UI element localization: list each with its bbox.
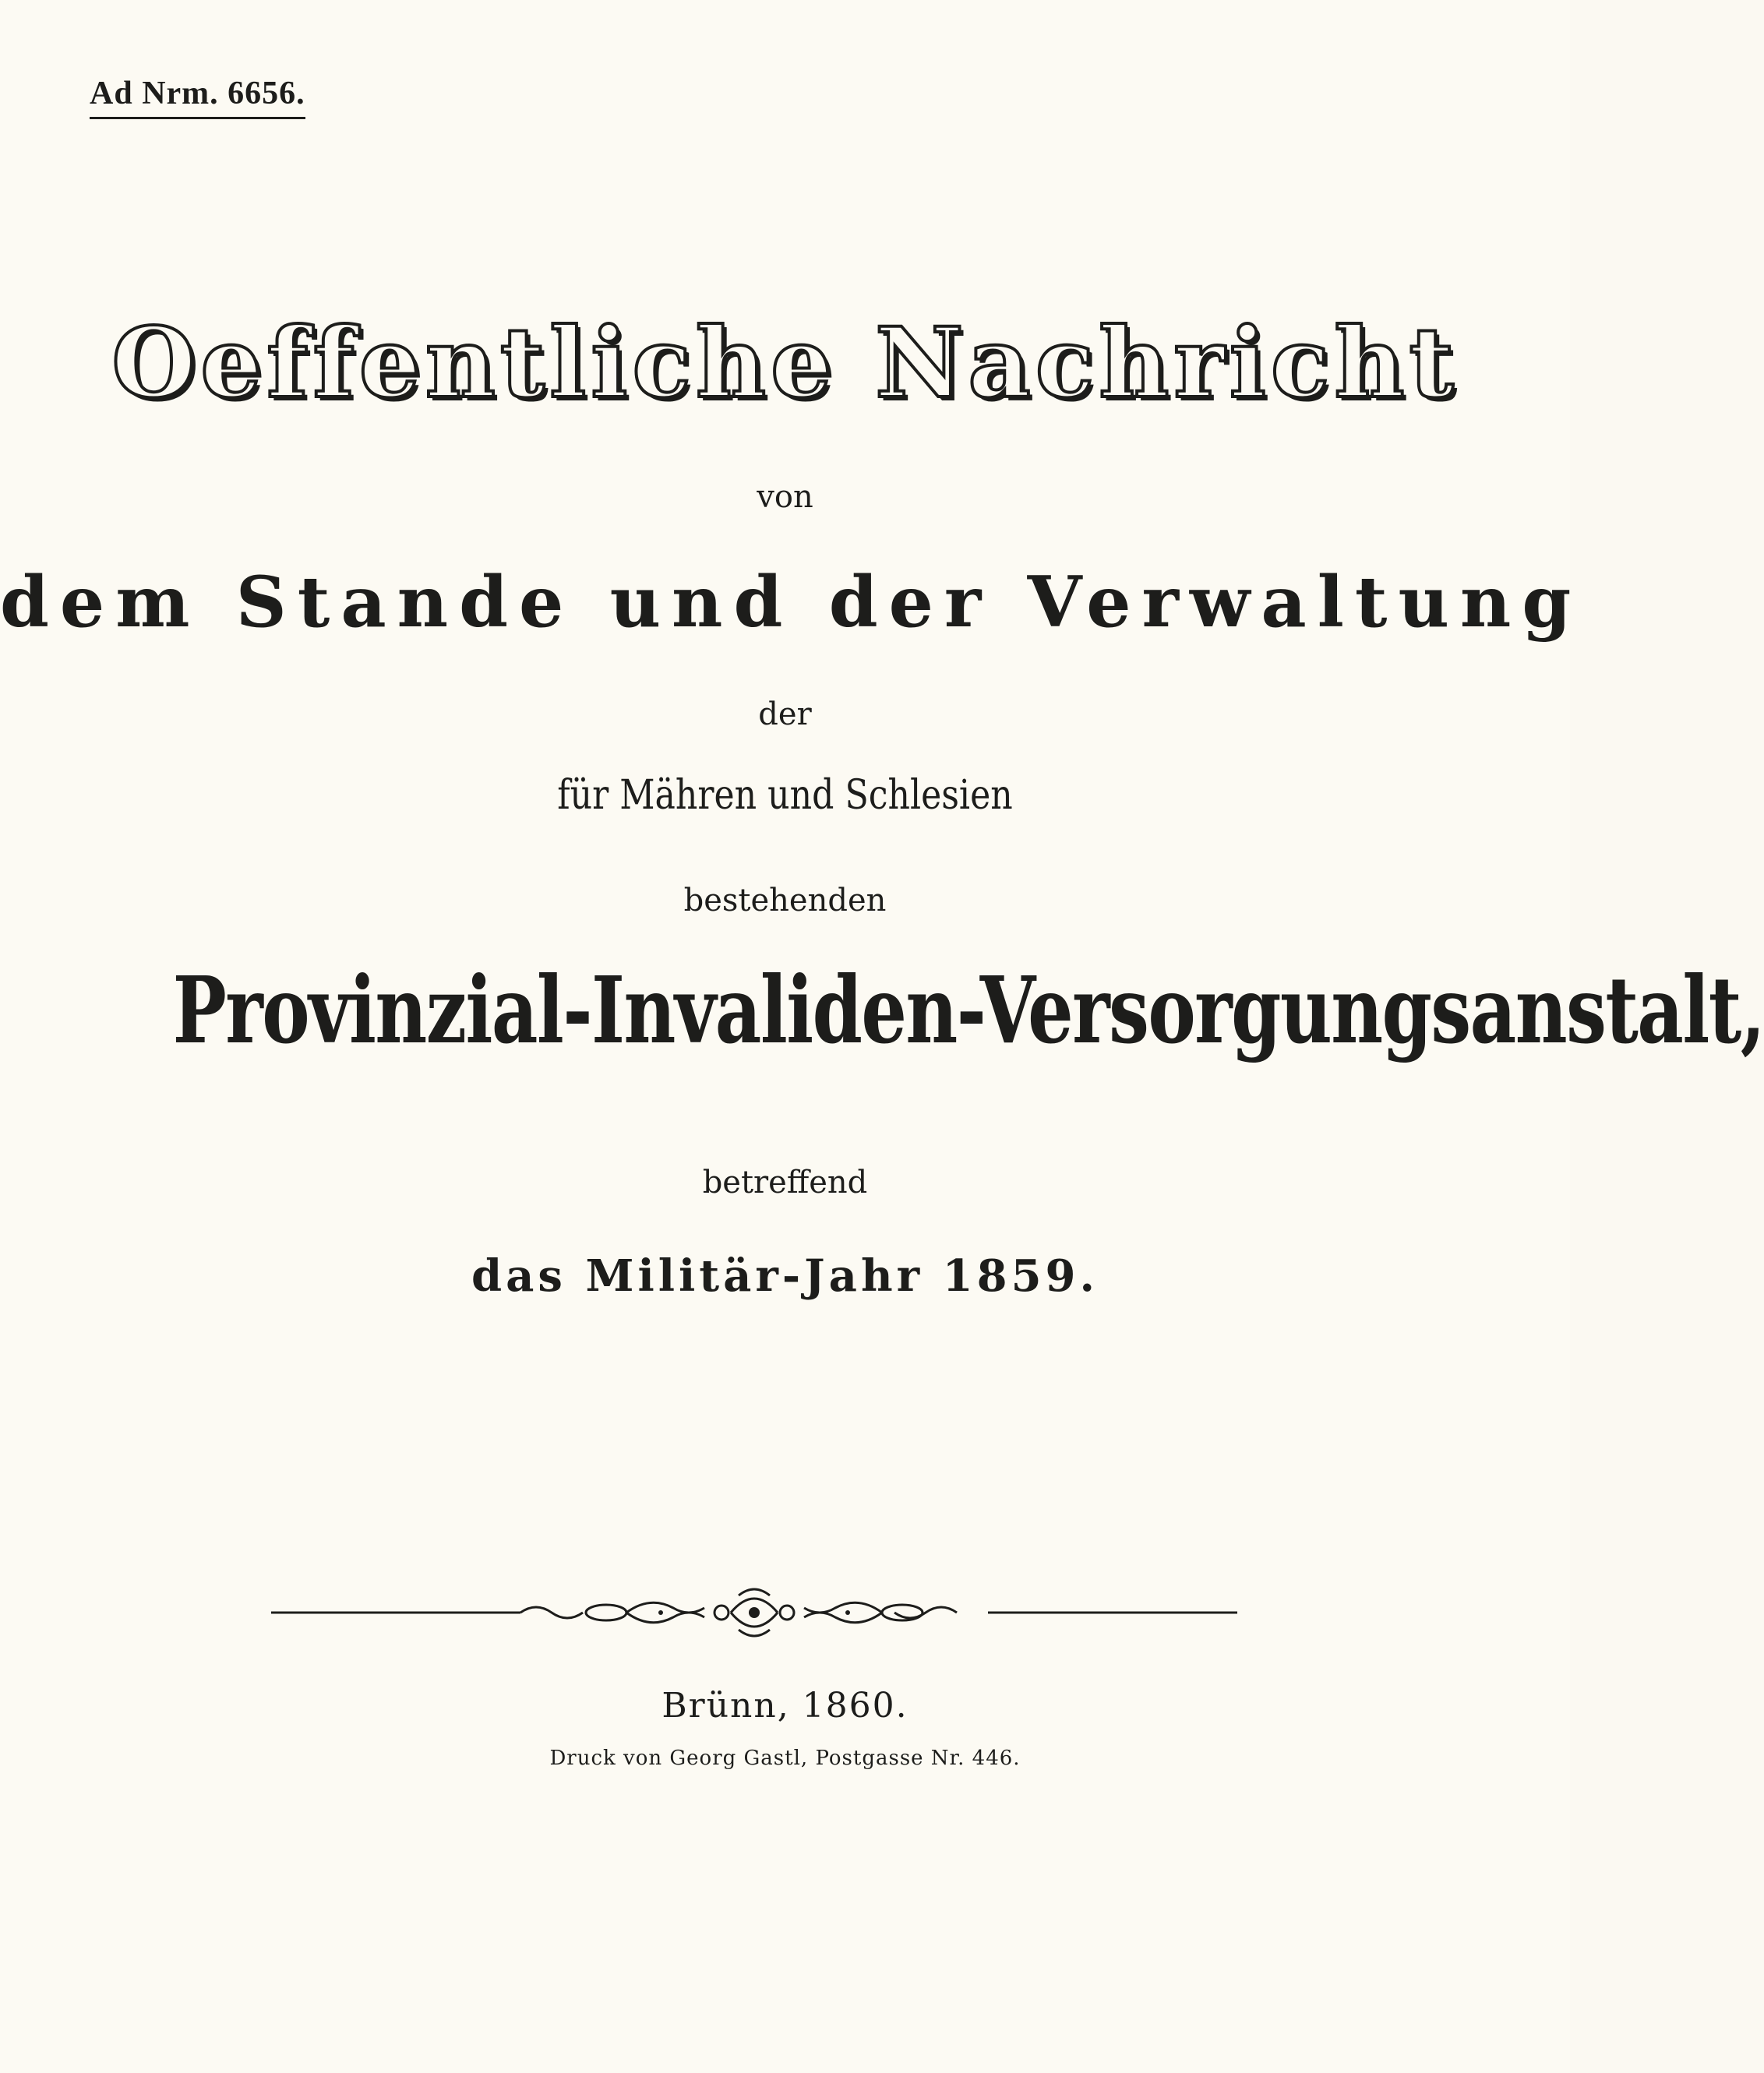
decorative-rule-ornament-icon bbox=[271, 1581, 1237, 1644]
betreffend-line: betreffend bbox=[702, 1165, 868, 1200]
der-line: der bbox=[758, 696, 812, 732]
document-title: Oeffentliche Nachricht bbox=[111, 307, 1459, 420]
reference-number: Ad Nrm. 6656. bbox=[90, 75, 305, 119]
bestehenden-line: bestehenden bbox=[683, 883, 887, 918]
document-subtitle: dem Stande und der Verwaltung bbox=[0, 561, 1582, 643]
printer-imprint: Druck von Georg Gastl, Postgasse Nr. 446. bbox=[549, 1747, 1021, 1770]
von-line: von bbox=[757, 479, 813, 515]
year-line: das Militär-Jahr 1859. bbox=[471, 1250, 1099, 1302]
region-line: für Mähren und Schlesien bbox=[557, 772, 1013, 819]
institution-name: Provinzial-Invaliden-Versorgungsanstalt, bbox=[172, 956, 1764, 1064]
place-date: Brünn, 1860. bbox=[662, 1686, 908, 1726]
